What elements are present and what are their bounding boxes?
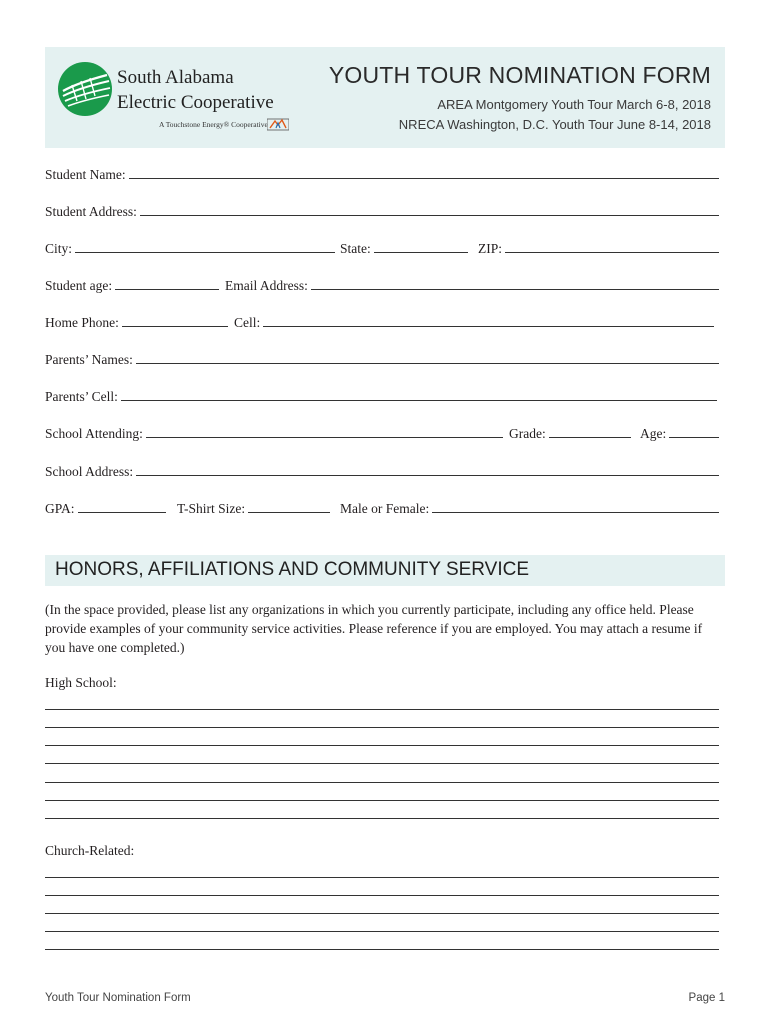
church-related-line[interactable]	[45, 949, 719, 950]
parents-cell-label: Parents’ Cell:	[45, 389, 118, 404]
gender-field[interactable]	[340, 497, 719, 517]
city-line[interactable]	[75, 251, 335, 253]
age-label: Age:	[640, 426, 667, 441]
high-school-line[interactable]	[45, 800, 719, 801]
gender-label: Male or Female:	[340, 501, 430, 516]
church-related-label: Church-Related:	[45, 843, 135, 858]
student-age-line[interactable]	[115, 288, 219, 290]
high-school-line[interactable]	[45, 818, 719, 819]
cell-line[interactable]	[263, 325, 714, 327]
parents-names-line[interactable]	[136, 362, 719, 364]
email-line[interactable]	[311, 288, 719, 290]
home-phone-field[interactable]	[45, 311, 228, 331]
parents-names-label: Parents’ Names:	[45, 352, 133, 367]
logo-wordmark	[117, 65, 274, 115]
school-address-line[interactable]	[136, 474, 719, 476]
state-field[interactable]	[340, 237, 468, 257]
school-attending-label: School Attending:	[45, 426, 143, 441]
school-attending-field[interactable]	[45, 422, 503, 442]
tshirt-size-line[interactable]	[248, 511, 330, 513]
age-field[interactable]	[640, 422, 719, 442]
state-line[interactable]	[374, 251, 468, 253]
email-field[interactable]	[225, 274, 719, 294]
gpa-field[interactable]	[45, 497, 166, 517]
gender-line[interactable]	[432, 511, 719, 513]
city-field[interactable]	[45, 237, 335, 257]
city-label: City:	[45, 241, 73, 256]
church-related-line[interactable]	[45, 895, 719, 896]
age-line[interactable]	[669, 436, 719, 438]
high-school-line[interactable]	[45, 709, 719, 710]
home-phone-label: Home Phone:	[45, 315, 119, 330]
footer-page-number: Page 1	[688, 992, 725, 1004]
honors-section-header	[45, 555, 725, 586]
parents-cell-field[interactable]	[45, 385, 717, 405]
high-school-line[interactable]	[45, 782, 719, 783]
student-address-label: Student Address:	[45, 204, 137, 219]
section-instructions: (In the space provided, please list any organizations in which you currently participate, including any office held. Please provide examples of your community service activities. Please reference if you are employed. You may attach a resume if you have one completed.)	[45, 602, 703, 655]
student-name-label: Student Name:	[45, 167, 126, 182]
high-school-line[interactable]	[45, 763, 719, 764]
state-label: State:	[340, 241, 371, 256]
parents-cell-line[interactable]	[121, 399, 717, 401]
high-school-label: High School:	[45, 675, 117, 690]
tour-date-montgomery: AREA Montgomery Youth Tour March 6-8, 2018	[437, 97, 711, 112]
student-name-line[interactable]	[129, 177, 719, 179]
section-title: HONORS, AFFILIATIONS AND COMMUNITY SERVICE	[55, 559, 530, 580]
high-school-line[interactable]	[45, 745, 719, 746]
cooperative-logo-icon	[57, 61, 113, 117]
grade-label: Grade:	[509, 426, 546, 441]
church-related-line[interactable]	[45, 877, 719, 878]
tshirt-size-field[interactable]	[177, 497, 330, 517]
tour-date-washington: NRECA Washington, D.C. Youth Tour June 8-14, 2018	[398, 117, 711, 132]
grade-field[interactable]	[509, 422, 631, 442]
parents-names-field[interactable]	[45, 348, 719, 368]
zip-field[interactable]	[478, 237, 719, 257]
student-age-field[interactable]	[45, 274, 219, 294]
school-attending-line[interactable]	[146, 436, 503, 438]
high-school-line[interactable]	[45, 727, 719, 728]
grade-line[interactable]	[549, 436, 631, 438]
form-header	[45, 47, 725, 148]
student-name-field[interactable]	[45, 163, 719, 183]
tshirt-size-label: T-Shirt Size:	[177, 501, 246, 516]
touchstone-energy-icon	[267, 118, 289, 131]
school-address-label: School Address:	[45, 464, 134, 479]
footer-form-name: Youth Tour Nomination Form	[45, 992, 191, 1004]
email-label: Email Address:	[225, 278, 308, 293]
church-related-line[interactable]	[45, 931, 719, 932]
logo-line-2: Electric Cooperative	[117, 92, 274, 113]
logo-line-1: South Alabama	[117, 67, 234, 88]
school-address-field[interactable]	[45, 460, 719, 480]
student-address-line[interactable]	[140, 214, 719, 216]
gpa-label: GPA:	[45, 501, 75, 516]
home-phone-line[interactable]	[122, 325, 228, 327]
zip-label: ZIP:	[478, 241, 503, 256]
logo-tagline: A Touchstone Energy® Cooperative	[159, 120, 268, 129]
cell-field[interactable]	[234, 311, 714, 331]
gpa-line[interactable]	[78, 511, 166, 513]
cell-label: Cell:	[234, 315, 261, 330]
student-address-field[interactable]	[45, 200, 719, 220]
zip-line[interactable]	[505, 251, 719, 253]
church-related-line[interactable]	[45, 913, 719, 914]
student-age-label: Student age:	[45, 278, 113, 293]
form-title: YOUTH TOUR NOMINATION FORM	[328, 62, 711, 88]
